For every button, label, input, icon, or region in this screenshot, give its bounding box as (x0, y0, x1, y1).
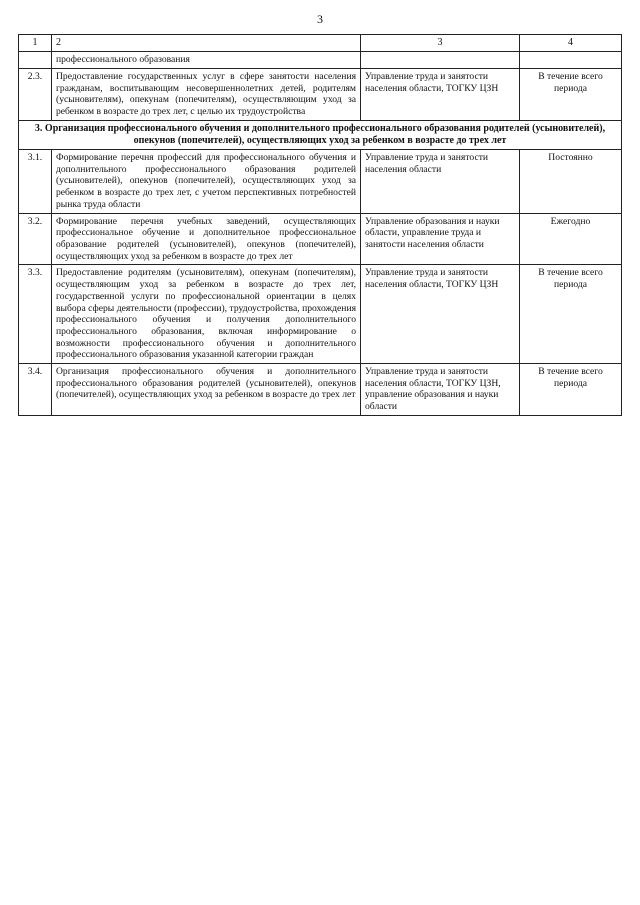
plan-table (18, 34, 622, 416)
plan-table-container (18, 34, 622, 416)
row-activity: Формирование перечня профессий для профессионального обучения и дополнительного профессионального образования родителей (усыновителей), опекунов (попечителей), осуществляющих уход за ребенком в возрасте до трех лет, с учетом перспективных потребностей рынка труда области (52, 150, 361, 214)
row-term: Ежегодно (520, 213, 622, 265)
row-number (19, 52, 52, 69)
table-row (19, 265, 622, 364)
row-responsible: Управление труда и занятости населения области (361, 150, 520, 214)
row-responsible (361, 52, 520, 69)
row-activity: Предоставление государственных услуг в сфере занятости населения гражданам, воспитывающим несовершеннолетних детей, родителям (усыновителям), опекунам (попечителям), осуществляющим уход за ребенком в возрасте до трех лет, с целью их трудоустройства (52, 68, 361, 120)
table-header-row (19, 35, 622, 52)
row-number: 3.1. (19, 150, 52, 214)
row-number: 3.4. (19, 364, 52, 416)
table-row (19, 68, 622, 120)
col-header-4: 4 (520, 35, 622, 52)
section-heading-row (19, 120, 622, 149)
row-activity: Организация профессионального обучения и дополнительного профессионального образования родителей (усыновителей), опекунов (попечителей), осуществляющих уход за ребенком в возрасте до трех лет (52, 364, 361, 416)
table-row (19, 364, 622, 416)
row-responsible: Управление труда и занятости населения области, ТОГКУ ЦЗН, управление образования и науки области (361, 364, 520, 416)
row-number: 3.2. (19, 213, 52, 265)
row-number: 2.3. (19, 68, 52, 120)
row-responsible: Управление труда и занятости населения области, ТОГКУ ЦЗН (361, 265, 520, 364)
col-header-3: 3 (361, 35, 520, 52)
table-row (19, 213, 622, 265)
row-number: 3.3. (19, 265, 52, 364)
page-number: 3 (317, 12, 323, 26)
table-row (19, 52, 622, 69)
row-term: В течение всего периода (520, 68, 622, 120)
row-activity: Формирование перечня учебных заведений, осуществляющих профессиональное обучение и дополнительное профессиональное образование родителей (усыновителей), опекунов (попечителей), осуществляющих уход за ребенком в возрасте до трех лет (52, 213, 361, 265)
row-activity: профессионального образования (52, 52, 361, 69)
row-term (520, 52, 622, 69)
section-heading: 3. Организация профессионального обучения и дополнительного профессионального образования родителей (усыновителей), опекунов (попечителей), осуществляющих уход за ребенком в возрасте до трех лет (19, 120, 622, 149)
row-responsible: Управление образования и науки области, управление труда и занятости населения области (361, 213, 520, 265)
row-term: Постоянно (520, 150, 622, 214)
row-term: В течение всего периода (520, 364, 622, 416)
row-responsible: Управление труда и занятости населения области, ТОГКУ ЦЗН (361, 68, 520, 120)
col-header-2: 2 (52, 35, 361, 52)
row-activity: Предоставление родителям (усыновителям), опекунам (попечителям), осуществляющим уход за ребенком в возрасте до трех лет, государственной услуги по профессиональной ориентации в целях выбора сферы деятельности (профессии), трудоустройства, прохождения профессионального обучения и получения дополнительного профессионального образования, включая информирование о возможности профессионального обучения и дополнительного профессионального образования указанной категории граждан (52, 265, 361, 364)
table-row (19, 150, 622, 214)
col-header-1: 1 (19, 35, 52, 52)
row-term: В течение всего периода (520, 265, 622, 364)
